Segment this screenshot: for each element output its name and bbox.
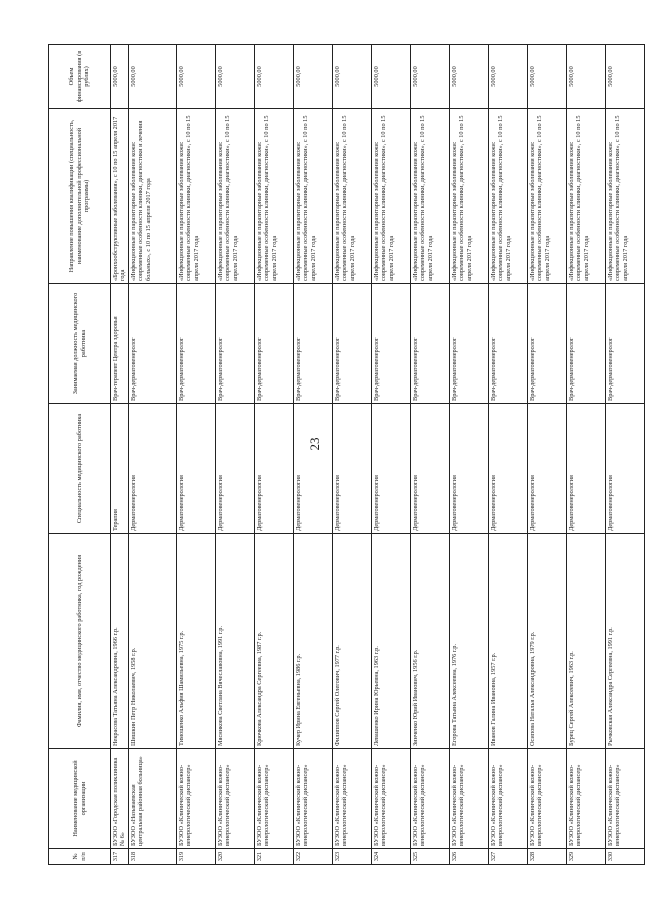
cell-specialty: Дерматовенерология (371, 404, 410, 534)
cell-specialty: Дерматовенерология (254, 404, 293, 534)
cell-organization: БУЗОО «Клинический кожно-венерологический диспансер» (215, 749, 254, 849)
table-header-row (49, 45, 111, 865)
cell-name: Тимошенко Альфия Шамильевна, 1975 г.р. (176, 534, 215, 749)
cell-specialty: Дерматовенерология (488, 404, 527, 534)
cell-position: Врач-дерматовенеролог (254, 284, 293, 404)
cell-number: 328 (527, 849, 566, 865)
table-row (605, 45, 644, 865)
cell-amount: 5000,00 (128, 45, 176, 109)
cell-position: Врач-дерматовенеролог (527, 284, 566, 404)
cell-amount: 5000,00 (566, 45, 605, 109)
cell-name: Рычковская Александра Сергеевна, 1991 г.р. (605, 534, 644, 749)
table-row (128, 45, 176, 865)
table-row (527, 45, 566, 865)
cell-course: «Инфекционные и паразитарные заболевания кожи: современные особенности клиники, диагностики», с 10 по 15 апреля 2017 года (410, 109, 449, 284)
cell-amount: 5000,00 (111, 45, 129, 109)
header-number: № п/п (49, 849, 111, 865)
cell-name: Кучер Ирина Евгеньевна, 1986 г.р. (293, 534, 332, 749)
cell-number: 322 (293, 849, 332, 865)
cell-course: «Инфекционные и паразитарные заболевания кожи: современные особенности клиники, диагностики», с 10 по 15 апреля 2017 года (371, 109, 410, 284)
table-row (332, 45, 371, 865)
cell-specialty: Дерматовенерология (332, 404, 371, 534)
cell-course: «Инфекционные и паразитарные заболевания кожи: современные особенности клиники, диагностики», с 10 по 15 апреля 2017 года (293, 109, 332, 284)
table-row (254, 45, 293, 865)
cell-name: Крючкова Александра Сергеевна, 1987 г.р. (254, 534, 293, 749)
cell-specialty: Дерматовенерология (605, 404, 644, 534)
cell-course: «Инфекционные и паразитарные заболевания кожи: современные особенности клиники, диагностики», с 10 по 15 апреля 2017 года (527, 109, 566, 284)
cell-name: Филиппов Сергей Олегович, 1977 г.р. (332, 534, 371, 749)
cell-course: «Инфекционные и паразитарные заболевания кожи: современные особенности клиники, диагностики», с 10 по 15 апреля 2017 года (254, 109, 293, 284)
table-landscape (48, 45, 629, 865)
cell-course: «Бронхообструктивные заболевания», с 10 по 15 апреля 2017 года (111, 109, 129, 284)
table-row (371, 45, 410, 865)
cell-amount: 5000,00 (215, 45, 254, 109)
cell-name: Егорова Татьяна Алексеевна, 1976 г.р. (449, 534, 488, 749)
cell-organization: БУЗОО «Клинический кожно-венерологический диспансер» (254, 749, 293, 849)
cell-name: Осипова Наталья Александровна, 1979 г.р. (527, 534, 566, 749)
page-number: 23 (307, 437, 322, 451)
cell-course: «Инфекционные и паразитарные заболевания кожи: современные особенности клиники, диагностики», с 10 по 15 апреля 2017 года (332, 109, 371, 284)
cell-number: 320 (215, 849, 254, 865)
header-amount: Объем финансирования (в рублях) (49, 45, 111, 109)
cell-name: Некрасова Татьяна Александровна, 1966 г.р. (111, 534, 129, 749)
cell-specialty: Дерматовенерология (527, 404, 566, 534)
cell-course: «Инфекционные и паразитарные заболевания кожи: современные особенности клиники, диагностики», с 10 по 15 апреля 2017 года (605, 109, 644, 284)
cell-specialty: Дерматовенерология (449, 404, 488, 534)
cell-specialty: Дерматовенерология (215, 404, 254, 534)
cell-position: Врач-терапевт Центра здоровья (111, 284, 129, 404)
header-name: Фамилия, имя, отчество медицинского работника, год рождения (49, 534, 111, 749)
cell-position: Врач-дерматовенеролог (566, 284, 605, 404)
cell-organization: БУЗОО «Клинический кожно-венерологический диспансер» (293, 749, 332, 849)
cell-organization: БУЗОО «Клинический кожно-венерологический диспансер» (605, 749, 644, 849)
cell-amount: 5000,00 (410, 45, 449, 109)
cell-name: Мясникова Светлана Вячеславовна, 1991 г.р. (215, 534, 254, 749)
cell-position: Врач-дерматовенеролог (332, 284, 371, 404)
cell-amount: 5000,00 (371, 45, 410, 109)
cell-number: 317 (111, 849, 129, 865)
table-row (410, 45, 449, 865)
cell-number: 330 (605, 849, 644, 865)
cell-name: Шишкин Петр Николаевич, 1958 г.р. (128, 534, 176, 749)
cell-number: 321 (254, 849, 293, 865)
cell-number: 329 (566, 849, 605, 865)
cell-organization: БУЗОО «Городская поликлиника № 6» (111, 749, 129, 849)
cell-course: «Инфекционные и паразитарные заболевания кожи: современные особенности клиники, диагностики», с 10 по 15 апреля 2017 года (566, 109, 605, 284)
cell-name: Левашенко Ирина Юрьевна, 1963 г.р. (371, 534, 410, 749)
cell-organization: БУЗОО «Клинический кожно-венерологический диспансер» (449, 749, 488, 849)
table-row (293, 45, 332, 865)
cell-organization: БУЗОО «Клинический кожно-венерологический диспансер» (410, 749, 449, 849)
cell-position: Врач-дерматовенеролог (449, 284, 488, 404)
header-organization: Наименование медицинской организации (49, 749, 111, 849)
cell-course: «Инфекционные и паразитарные заболевания кожи: современные особенности клиники, диагностики», с 10 по 15 апреля 2017 года (176, 109, 215, 284)
table-row (215, 45, 254, 865)
cell-specialty: Дерматовенерология (128, 404, 176, 534)
cell-specialty: Дерматовенерология (176, 404, 215, 534)
cell-specialty: Дерматовенерология (293, 404, 332, 534)
cell-amount: 5000,00 (176, 45, 215, 109)
table-row (111, 45, 129, 865)
cell-organization: БУЗОО «Клинический кожно-венерологический диспансер» (566, 749, 605, 849)
table-row (176, 45, 215, 865)
cell-number: 327 (488, 849, 527, 865)
table-row (449, 45, 488, 865)
cell-organization: БУЗОО «Называевская центральная районная больница» (128, 749, 176, 849)
cell-position: Врач-дерматовенеролог (215, 284, 254, 404)
cell-number: 323 (332, 849, 371, 865)
cell-course: «Инфекционные и паразитарные заболевания кожи: современные особенности клиники, диагностики», с 10 по 15 апреля 2017 года (215, 109, 254, 284)
cell-organization: БУЗОО «Клинический кожно-венерологический диспансер» (488, 749, 527, 849)
cell-specialty: Дерматовенерология (410, 404, 449, 534)
cell-organization: БУЗОО «Клинический кожно-венерологический диспансер» (371, 749, 410, 849)
cell-specialty: Терапия (111, 404, 129, 534)
cell-amount: 5000,00 (488, 45, 527, 109)
cell-organization: БУЗОО «Клинический кожно-венерологический диспансер» (527, 749, 566, 849)
cell-number: 318 (128, 849, 176, 865)
cell-organization: БУЗОО «Клинический кожно-венерологический диспансер» (176, 749, 215, 849)
cell-amount: 5000,00 (293, 45, 332, 109)
cell-amount: 5000,00 (605, 45, 644, 109)
cell-position: Врач-дерматовенеролог (293, 284, 332, 404)
cell-number: 319 (176, 849, 215, 865)
table-row (488, 45, 527, 865)
cell-position: Врач-дерматовенеролог (488, 284, 527, 404)
cell-position: Врач-дерматовенеролог (410, 284, 449, 404)
cell-number: 325 (410, 849, 449, 865)
header-course: Направление повышения квалификации (специальность, наименование дополнительной профессиональной программы) (49, 109, 111, 284)
cell-organization: БУЗОО «Клинический кожно-венерологический диспансер» (332, 749, 371, 849)
cell-name: Бурец Сергей Алексеевич, 1963 г.р. (566, 534, 605, 749)
cell-amount: 5000,00 (254, 45, 293, 109)
cell-name: Иванов Галина Ивановна, 1957 г.р. (488, 534, 527, 749)
table-frame (48, 45, 629, 865)
header-position: Занимаемая должность медицинского работника (49, 284, 111, 404)
cell-course: «Инфекционные и паразитарные заболевания кожи: современные особенности клиники, диагностики», с 10 по 15 апреля 2017 года (488, 109, 527, 284)
cell-amount: 5000,00 (332, 45, 371, 109)
training-table (48, 44, 645, 865)
cell-position: Врач-дерматовенеролог (176, 284, 215, 404)
table-row (566, 45, 605, 865)
cell-position: Врач-дерматовенеролог (371, 284, 410, 404)
cell-position: Врач-дерматовенеролог (128, 284, 176, 404)
cell-amount: 5000,00 (527, 45, 566, 109)
cell-position: Врач-дерматовенеролог (605, 284, 644, 404)
cell-number: 324 (371, 849, 410, 865)
cell-number: 326 (449, 849, 488, 865)
cell-amount: 5000,00 (449, 45, 488, 109)
cell-specialty: Дерматовенерология (566, 404, 605, 534)
cell-course: «Инфекционные и паразитарные заболевания кожи: современные особенности клиники, диагностики и лечения больных», с 10 по 15 апреля 2017 года (128, 109, 176, 284)
cell-name: Зинченко Юрий Иванович, 1956 г.р. (410, 534, 449, 749)
cell-course: «Инфекционные и паразитарные заболевания кожи: современные особенности клиники, диагностики», с 10 по 15 апреля 2017 года (449, 109, 488, 284)
header-specialty: Специальность медицинского работника (49, 404, 111, 534)
